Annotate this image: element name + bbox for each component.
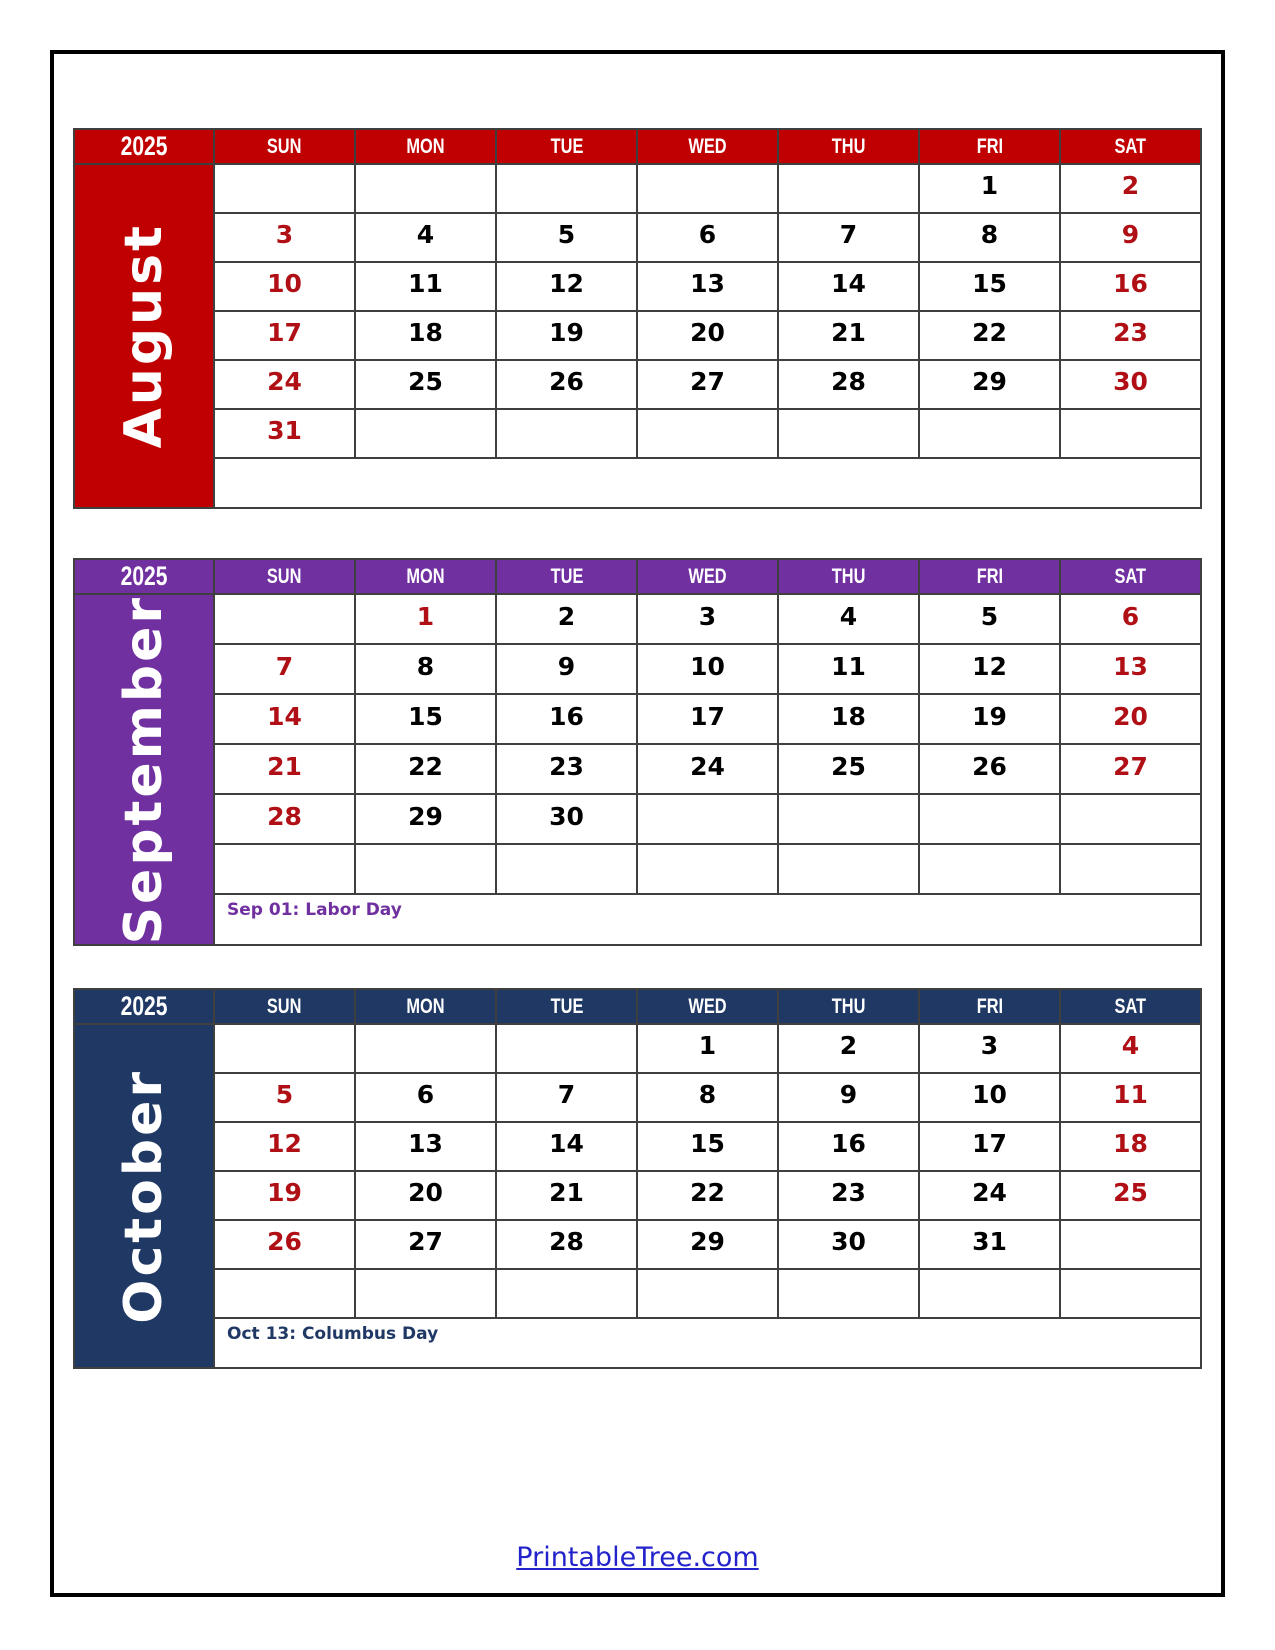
date-cell-october-28: 28 xyxy=(496,1220,637,1269)
date-cell-october-14: 14 xyxy=(496,1122,637,1171)
weekday-text: THU xyxy=(831,994,866,1018)
date-cell-august-30: 30 xyxy=(1060,360,1201,409)
date-cell-empty xyxy=(496,164,637,213)
week-row xyxy=(74,164,1201,213)
weekday-text: MON xyxy=(406,994,445,1018)
date-cell-empty xyxy=(214,164,355,213)
date-cell-october-2: 2 xyxy=(778,1024,919,1073)
date-cell-empty xyxy=(1060,1220,1201,1269)
week-row xyxy=(74,360,1201,409)
week-row xyxy=(74,1220,1201,1269)
week-row xyxy=(74,311,1201,360)
date-cell-empty xyxy=(637,409,778,458)
weekday-header-tue xyxy=(496,129,637,164)
date-cell-august-14: 14 xyxy=(778,262,919,311)
date-cell-october-26: 26 xyxy=(214,1220,355,1269)
date-cell-empty xyxy=(355,844,496,894)
date-cell-empty xyxy=(355,409,496,458)
date-cell-empty xyxy=(496,844,637,894)
date-cell-october-5: 5 xyxy=(214,1073,355,1122)
weekday-header-row xyxy=(74,129,1201,164)
month-label-september: September xyxy=(114,595,174,945)
date-cell-august-4: 4 xyxy=(355,213,496,262)
date-cell-august-26: 26 xyxy=(496,360,637,409)
date-cell-empty xyxy=(919,1269,1060,1318)
date-cell-october-16: 16 xyxy=(778,1122,919,1171)
weekday-text: SAT xyxy=(1114,564,1147,588)
weekday-text: WED xyxy=(688,994,727,1018)
date-cell-august-2: 2 xyxy=(1060,164,1201,213)
date-cell-empty xyxy=(919,409,1060,458)
date-cell-september-14: 14 xyxy=(214,694,355,744)
weekday-text: MON xyxy=(406,564,445,588)
month-calendar-august xyxy=(73,128,1202,509)
month-calendar-october xyxy=(73,988,1202,1369)
date-cell-august-15: 15 xyxy=(919,262,1060,311)
date-cell-august-17: 17 xyxy=(214,311,355,360)
date-cell-october-6: 6 xyxy=(355,1073,496,1122)
date-cell-empty xyxy=(778,1269,919,1318)
weekday-header-sun xyxy=(214,559,355,594)
date-cell-empty xyxy=(919,844,1060,894)
date-cell-august-24: 24 xyxy=(214,360,355,409)
weekday-header-wed xyxy=(637,559,778,594)
date-cell-august-12: 12 xyxy=(496,262,637,311)
weekday-text: SUN xyxy=(267,564,302,588)
date-cell-august-9: 9 xyxy=(1060,213,1201,262)
weekday-text: WED xyxy=(688,134,727,158)
weekday-header-wed xyxy=(637,989,778,1024)
year-text: 2025 xyxy=(120,561,168,591)
date-cell-empty xyxy=(1060,1269,1201,1318)
weekday-text: SAT xyxy=(1114,134,1147,158)
weekday-text: MON xyxy=(406,134,445,158)
date-cell-october-27: 27 xyxy=(355,1220,496,1269)
week-row xyxy=(74,262,1201,311)
date-cell-september-26: 26 xyxy=(919,744,1060,794)
date-cell-august-16: 16 xyxy=(1060,262,1201,311)
weekday-header-thu xyxy=(778,129,919,164)
weekday-text: FRI xyxy=(976,564,1003,588)
weekday-text: THU xyxy=(831,564,866,588)
date-cell-empty xyxy=(1060,844,1201,894)
date-cell-empty xyxy=(637,164,778,213)
printabletree-link[interactable]: PrintableTree.com xyxy=(516,1542,759,1573)
date-cell-september-12: 12 xyxy=(919,644,1060,694)
weekday-header-sat xyxy=(1060,559,1201,594)
date-cell-august-10: 10 xyxy=(214,262,355,311)
date-cell-october-25: 25 xyxy=(1060,1171,1201,1220)
date-cell-october-7: 7 xyxy=(496,1073,637,1122)
date-cell-september-15: 15 xyxy=(355,694,496,744)
weekday-text: FRI xyxy=(976,134,1003,158)
date-cell-september-3: 3 xyxy=(637,594,778,644)
weekday-text: SAT xyxy=(1114,994,1147,1018)
weekday-header-sun xyxy=(214,129,355,164)
weekday-text: WED xyxy=(688,564,727,588)
date-cell-october-13: 13 xyxy=(355,1122,496,1171)
week-row xyxy=(74,213,1201,262)
weekday-text: FRI xyxy=(976,994,1003,1018)
weekday-header-wed xyxy=(637,129,778,164)
week-row xyxy=(74,744,1201,794)
date-cell-october-11: 11 xyxy=(1060,1073,1201,1122)
year-text: 2025 xyxy=(120,991,168,1021)
weekday-header-sat xyxy=(1060,129,1201,164)
page-border-frame xyxy=(50,50,1225,1597)
weekday-text: TUE xyxy=(550,134,583,158)
holiday-note-september: Sep 01: Labor Day xyxy=(214,894,1201,945)
date-cell-october-12: 12 xyxy=(214,1122,355,1171)
holiday-note-row xyxy=(74,894,1201,945)
week-row xyxy=(74,1073,1201,1122)
date-cell-empty xyxy=(1060,794,1201,844)
date-cell-october-3: 3 xyxy=(919,1024,1060,1073)
week-row xyxy=(74,409,1201,458)
date-cell-august-19: 19 xyxy=(496,311,637,360)
weekday-header-mon xyxy=(355,129,496,164)
weekday-header-mon xyxy=(355,559,496,594)
date-cell-october-8: 8 xyxy=(637,1073,778,1122)
month-band-august xyxy=(74,164,214,508)
week-row xyxy=(74,594,1201,644)
weekday-header-row xyxy=(74,559,1201,594)
date-cell-october-19: 19 xyxy=(214,1171,355,1220)
date-cell-august-22: 22 xyxy=(919,311,1060,360)
week-row xyxy=(74,1122,1201,1171)
date-cell-empty xyxy=(778,409,919,458)
date-cell-empty xyxy=(1060,409,1201,458)
weekday-header-thu xyxy=(778,989,919,1024)
date-cell-september-20: 20 xyxy=(1060,694,1201,744)
date-cell-empty xyxy=(214,844,355,894)
date-cell-october-4: 4 xyxy=(1060,1024,1201,1073)
date-cell-september-7: 7 xyxy=(214,644,355,694)
date-cell-september-10: 10 xyxy=(637,644,778,694)
weekday-header-row xyxy=(74,989,1201,1024)
date-cell-august-6: 6 xyxy=(637,213,778,262)
date-cell-september-29: 29 xyxy=(355,794,496,844)
date-cell-empty xyxy=(496,1024,637,1073)
year-text: 2025 xyxy=(120,131,168,161)
date-cell-empty xyxy=(214,1024,355,1073)
date-cell-august-23: 23 xyxy=(1060,311,1201,360)
month-label-august: August xyxy=(114,223,174,449)
date-cell-empty xyxy=(637,844,778,894)
weekday-header-fri xyxy=(919,559,1060,594)
week-row xyxy=(74,1024,1201,1073)
month-label-october: October xyxy=(114,1068,174,1324)
date-cell-august-11: 11 xyxy=(355,262,496,311)
date-cell-august-31: 31 xyxy=(214,409,355,458)
week-row xyxy=(74,1269,1201,1318)
weekday-header-fri xyxy=(919,129,1060,164)
month-calendar-september xyxy=(73,558,1202,946)
date-cell-september-21: 21 xyxy=(214,744,355,794)
weekday-header-tue xyxy=(496,559,637,594)
date-cell-empty xyxy=(919,794,1060,844)
weekday-header-tue xyxy=(496,989,637,1024)
date-cell-september-9: 9 xyxy=(496,644,637,694)
date-cell-empty xyxy=(355,1269,496,1318)
weekday-text: TUE xyxy=(550,564,583,588)
date-cell-empty xyxy=(778,164,919,213)
date-cell-august-25: 25 xyxy=(355,360,496,409)
date-cell-empty xyxy=(214,1269,355,1318)
date-cell-october-18: 18 xyxy=(1060,1122,1201,1171)
holiday-note-empty xyxy=(214,458,1201,508)
date-cell-september-27: 27 xyxy=(1060,744,1201,794)
date-cell-empty xyxy=(637,794,778,844)
date-cell-september-30: 30 xyxy=(496,794,637,844)
date-cell-august-5: 5 xyxy=(496,213,637,262)
footer xyxy=(54,1542,1221,1573)
week-row xyxy=(74,1171,1201,1220)
date-cell-september-2: 2 xyxy=(496,594,637,644)
date-cell-empty xyxy=(778,794,919,844)
date-cell-september-25: 25 xyxy=(778,744,919,794)
year-label-august xyxy=(74,129,214,164)
date-cell-october-21: 21 xyxy=(496,1171,637,1220)
date-cell-august-13: 13 xyxy=(637,262,778,311)
date-cell-empty xyxy=(496,1269,637,1318)
week-row xyxy=(74,644,1201,694)
month-band-october xyxy=(74,1024,214,1368)
weekday-text: TUE xyxy=(550,994,583,1018)
week-row xyxy=(74,844,1201,894)
month-band-september xyxy=(74,594,214,945)
date-cell-september-1: 1 xyxy=(355,594,496,644)
week-row xyxy=(74,794,1201,844)
weekday-header-thu xyxy=(778,559,919,594)
holiday-note-october: Oct 13: Columbus Day xyxy=(214,1318,1201,1368)
week-row xyxy=(74,694,1201,744)
holiday-note-row xyxy=(74,1318,1201,1368)
date-cell-empty xyxy=(355,1024,496,1073)
date-cell-september-6: 6 xyxy=(1060,594,1201,644)
year-label-october xyxy=(74,989,214,1024)
date-cell-august-3: 3 xyxy=(214,213,355,262)
date-cell-october-1: 1 xyxy=(637,1024,778,1073)
date-cell-empty xyxy=(214,594,355,644)
date-cell-august-8: 8 xyxy=(919,213,1060,262)
weekday-header-mon xyxy=(355,989,496,1024)
date-cell-october-23: 23 xyxy=(778,1171,919,1220)
weekday-text: SUN xyxy=(267,994,302,1018)
date-cell-september-5: 5 xyxy=(919,594,1060,644)
date-cell-october-31: 31 xyxy=(919,1220,1060,1269)
date-cell-september-8: 8 xyxy=(355,644,496,694)
date-cell-october-22: 22 xyxy=(637,1171,778,1220)
date-cell-october-9: 9 xyxy=(778,1073,919,1122)
date-cell-september-18: 18 xyxy=(778,694,919,744)
date-cell-september-22: 22 xyxy=(355,744,496,794)
year-label-september xyxy=(74,559,214,594)
date-cell-empty xyxy=(778,844,919,894)
date-cell-september-11: 11 xyxy=(778,644,919,694)
weekday-text: THU xyxy=(831,134,866,158)
weekday-text: SUN xyxy=(267,134,302,158)
date-cell-empty xyxy=(355,164,496,213)
weekday-header-sat xyxy=(1060,989,1201,1024)
date-cell-october-20: 20 xyxy=(355,1171,496,1220)
date-cell-august-28: 28 xyxy=(778,360,919,409)
date-cell-october-17: 17 xyxy=(919,1122,1060,1171)
weekday-header-sun xyxy=(214,989,355,1024)
date-cell-empty xyxy=(496,409,637,458)
date-cell-august-20: 20 xyxy=(637,311,778,360)
date-cell-october-29: 29 xyxy=(637,1220,778,1269)
date-cell-august-29: 29 xyxy=(919,360,1060,409)
date-cell-september-28: 28 xyxy=(214,794,355,844)
date-cell-august-21: 21 xyxy=(778,311,919,360)
holiday-note-row xyxy=(74,458,1201,508)
date-cell-september-17: 17 xyxy=(637,694,778,744)
date-cell-september-19: 19 xyxy=(919,694,1060,744)
date-cell-october-24: 24 xyxy=(919,1171,1060,1220)
date-cell-august-1: 1 xyxy=(919,164,1060,213)
date-cell-august-27: 27 xyxy=(637,360,778,409)
date-cell-august-18: 18 xyxy=(355,311,496,360)
date-cell-august-7: 7 xyxy=(778,213,919,262)
date-cell-september-23: 23 xyxy=(496,744,637,794)
date-cell-october-10: 10 xyxy=(919,1073,1060,1122)
date-cell-october-15: 15 xyxy=(637,1122,778,1171)
date-cell-empty xyxy=(637,1269,778,1318)
date-cell-october-30: 30 xyxy=(778,1220,919,1269)
date-cell-september-16: 16 xyxy=(496,694,637,744)
date-cell-september-4: 4 xyxy=(778,594,919,644)
date-cell-september-24: 24 xyxy=(637,744,778,794)
weekday-header-fri xyxy=(919,989,1060,1024)
date-cell-september-13: 13 xyxy=(1060,644,1201,694)
